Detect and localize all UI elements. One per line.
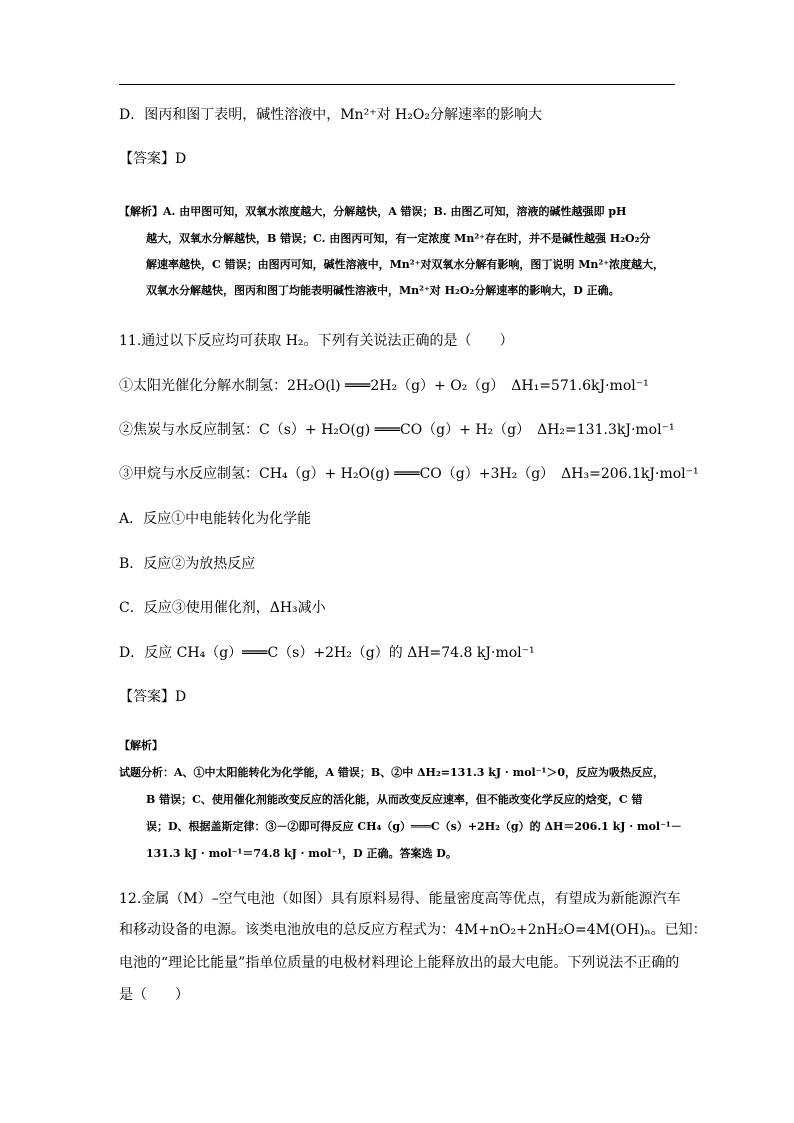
q11-stem: 11.通过以下反应均可获取 H₂。下列有关说法正确的是（ ） <box>119 333 514 349</box>
q12-stem-line: 12.金属（M）–空气电池（如图）具有原料易得、能量密度高等优点，有望成为新能源汽车 <box>119 891 681 907</box>
q11-explanation-line: 误；D、根据盖斯定律：③－②即可得反应 CH₄（g）═══C（s）+2H₂（g）的 ΔH＝206.1 kJ · mol⁻¹－ <box>146 820 682 833</box>
q11-explanation-line: B 错误；C、使用催化剂能改变反应的活化能，从而改变反应速率，但不能改变化学反应的焓变，C 错 <box>146 793 643 806</box>
q10-explanation-line: 【解析】A. 由甲图可知，双氧水浓度越大，分解越快，A 错误；B. 由图乙可知，溶液的碱性越强即 pH <box>119 205 627 218</box>
q11-reaction-2: ②焦炭与水反应制氢：C（s）+ H₂O(g) ═══CO（g）+ H₂（g） ΔH₂=131.3kJ·mol⁻¹ <box>119 422 675 438</box>
q11-explanation-title: 【解析】 <box>119 739 163 752</box>
q12-stem-line: 和移动设备的电源。该类电池放电的总反应方程式为：4M+nO₂+2nH₂O=4M(OH)ₙ。已知： <box>119 922 707 938</box>
q12-stem-line: 是（ ） <box>119 987 189 1003</box>
q10-option-d: D．图丙和图丁表明，碱性溶液中，Mn²⁺对 H₂O₂分解速率的影响大 <box>119 107 542 123</box>
q11-explanation-line: 131.3 kJ · mol⁻¹＝74.8 kJ · mol⁻¹，D 正确。答案选 D。 <box>146 847 457 860</box>
q11-option-b: B．反应②为放热反应 <box>119 556 256 572</box>
q11-option-c: C．反应③使用催化剂，ΔH₃减小 <box>119 600 326 616</box>
q11-answer: 【答案】D <box>119 689 187 705</box>
q10-answer: 【答案】D <box>119 151 187 167</box>
q11-explanation-line: 试题分析：A、①中太阳能转化为化学能，A 错误；B、②中 ΔH₂=131.3 kJ · mol⁻¹＞0，反应为吸热反应， <box>119 766 665 779</box>
q11-reaction-3: ③甲烷与水反应制氢：CH₄（g）+ H₂O(g) ═══CO（g）+3H₂（g） ΔH₃=206.1kJ·mol⁻¹ <box>119 466 699 482</box>
q10-explanation-line: 越大，双氧水分解越快，B 错误；C. 由图丙可知，有一定浓度 Mn²⁺存在时，并不是碱性越强 H₂O₂分 <box>146 232 651 245</box>
q12-stem-line: 电池的“理论比能量”指单位质量的电极材料理论上能释放出的最大电能。下列说法不正确的 <box>119 955 680 971</box>
q10-explanation-line: 双氧水分解越快，图丙和图丁均能表明碱性溶液中，Mn²⁺对 H₂O₂分解速率的影响大，D 正确。 <box>146 284 620 297</box>
header-rule <box>119 84 675 85</box>
q10-explanation-line: 解速率越快，C 错误；由图丙可知，碱性溶液中，Mn²⁺对双氧水分解有影响，图丁说明 Mn²⁺浓度越大， <box>146 258 665 271</box>
q11-option-d: D．反应 CH₄（g）═══C（s）+2H₂（g）的 ΔH=74.8 kJ·mol⁻¹ <box>119 645 535 661</box>
q11-option-a: A．反应①中电能转化为化学能 <box>119 511 312 527</box>
q11-reaction-1: ①太阳光催化分解水制氢：2H₂O(l) ═══2H₂（g）+ O₂（g） ΔH₁=571.6kJ·mol⁻¹ <box>119 378 649 394</box>
